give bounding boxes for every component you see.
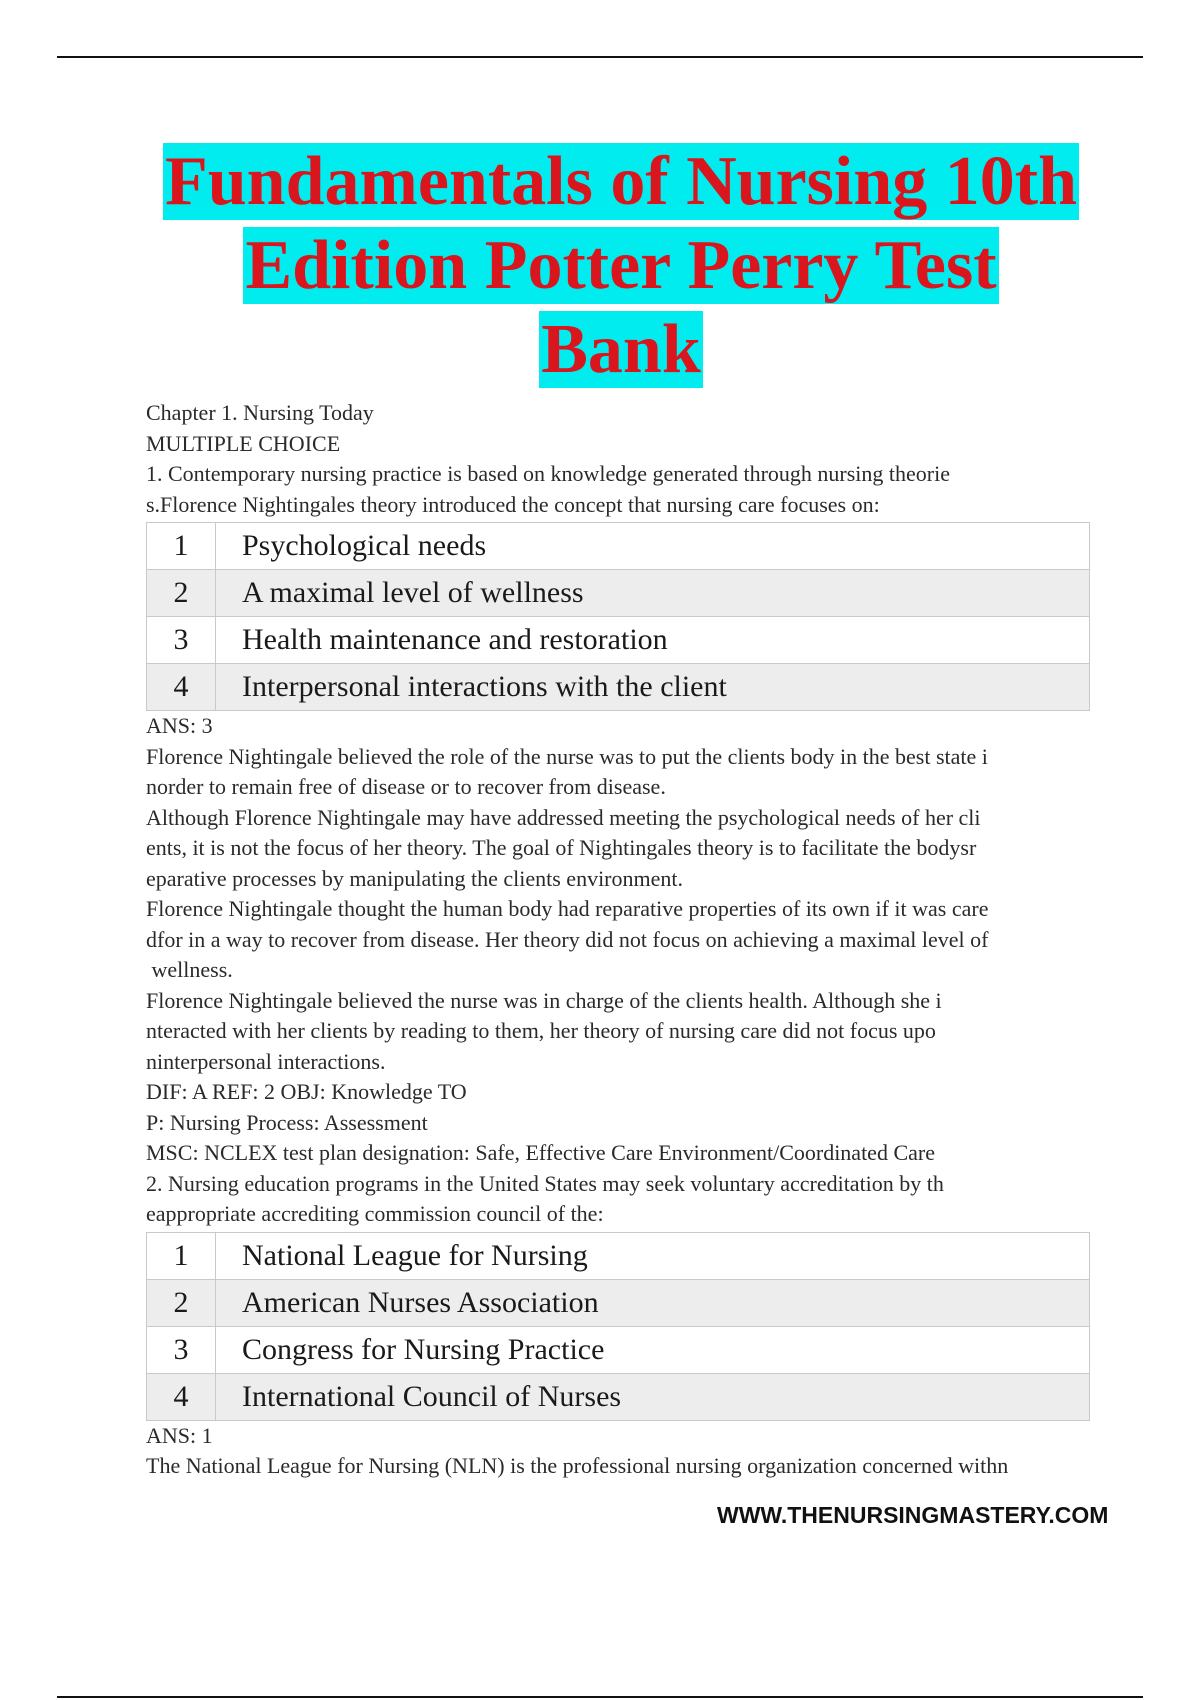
option-number: 1: [147, 523, 216, 570]
title-line-1: Fundamentals of Nursing 10th: [164, 143, 1078, 220]
option-number: 1: [147, 1232, 216, 1279]
option-row[interactable]: [147, 1279, 1090, 1326]
option-row[interactable]: [147, 1373, 1090, 1420]
option-row[interactable]: [147, 523, 1090, 570]
title-line-3: Bank: [541, 311, 701, 388]
top-rule: [57, 56, 1143, 58]
option-text: American Nurses Association: [216, 1279, 1090, 1326]
option-number: 2: [147, 1279, 216, 1326]
answer-key: ANS: 1: [146, 1422, 213, 1448]
rationale-line: nteracted with her clients by reading to them, her theory of nursing care did not focus upo: [146, 1018, 936, 1043]
question-stem: s.Florence Nightingales theory introduced the concept that nursing care focuses on:: [146, 491, 880, 517]
metadata-line: P: Nursing Process: Assessment: [146, 1109, 428, 1135]
chapter-heading: Chapter 1. Nursing Today: [146, 400, 374, 425]
option-text: Psychological needs: [216, 523, 1090, 570]
question-stem: eappropriate accrediting commission council of the:: [146, 1201, 604, 1226]
rationale-line: wellness.: [146, 957, 233, 982]
option-text: A maximal level of wellness: [216, 570, 1090, 617]
option-text: International Council of Nurses: [216, 1373, 1090, 1420]
answer-options-table: [146, 1232, 1090, 1421]
rationale-line: Florence Nightingale thought the human body had reparative properties of its own if it was care: [146, 896, 989, 921]
answer-options-table: [146, 522, 1090, 711]
option-number: 3: [147, 1326, 216, 1373]
rationale-line: ninterpersonal interactions.: [146, 1048, 386, 1074]
rationale-line: The National League for Nursing (NLN) is the professional nursing organization concerned withn: [146, 1453, 1009, 1478]
page-content: [146, 140, 1096, 1482]
option-text: Interpersonal interactions with the client: [216, 664, 1090, 711]
answer-key: ANS: 3: [146, 713, 213, 738]
footer-website-link[interactable]: WWW.THENURSINGMASTERY.COM: [717, 1502, 1109, 1528]
rationale-line: Although Florence Nightingale may have addressed meeting the psychological needs of her cli: [146, 804, 981, 830]
option-number: 4: [147, 1373, 216, 1420]
option-text: Health maintenance and restoration: [216, 617, 1090, 664]
option-row[interactable]: [147, 570, 1090, 617]
metadata-line: MSC: NCLEX test plan designation: Safe, Effective Care Environment/Coordinated Care: [146, 1140, 935, 1165]
option-text: National League for Nursing: [216, 1232, 1090, 1279]
document-title: [146, 140, 1096, 392]
question-stem: 2. Nursing education programs in the United States may seek voluntary accreditation by th: [146, 1170, 944, 1196]
rationale-line: ents, it is not the focus of her theory. The goal of Nightingales theory is to facilitate the bodysr: [146, 835, 977, 860]
metadata-line: DIF: A REF: 2 OBJ: Knowledge TO: [146, 1079, 467, 1104]
question-stem: 1. Contemporary nursing practice is based on knowledge generated through nursing theorie: [146, 461, 950, 486]
option-text: Congress for Nursing Practice: [216, 1326, 1090, 1373]
rationale-line: eparative processes by manipulating the clients environment.: [146, 865, 684, 891]
option-row[interactable]: [147, 664, 1090, 711]
option-number: 3: [147, 617, 216, 664]
rationale-line: norder to remain free of disease or to recover from disease.: [146, 774, 666, 799]
title-line-2: Edition Potter Perry Test: [245, 227, 997, 304]
option-row[interactable]: [147, 617, 1090, 664]
option-row[interactable]: [147, 1232, 1090, 1279]
rationale-line: Florence Nightingale believed the role of the nurse was to put the clients body in the best state i: [146, 743, 988, 769]
section-heading: MULTIPLE CHOICE: [146, 430, 341, 456]
bottom-rule: [57, 1696, 1143, 1698]
option-number: 4: [147, 664, 216, 711]
option-row[interactable]: [147, 1326, 1090, 1373]
option-number: 2: [147, 570, 216, 617]
rationale-line: Florence Nightingale believed the nurse was in charge of the clients health. Although she i: [146, 987, 942, 1013]
rationale-line: dfor in a way to recover from disease. Her theory did not focus on achieving a maximal level of: [146, 926, 989, 952]
